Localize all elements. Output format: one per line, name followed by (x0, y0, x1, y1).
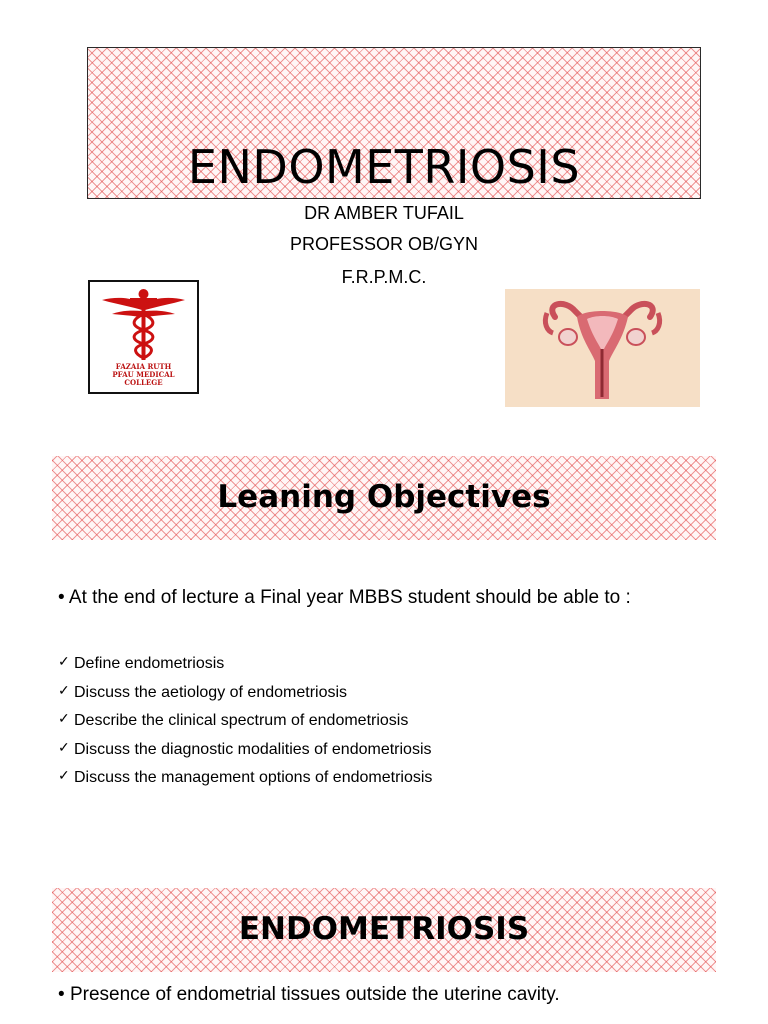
check-icon: ✓ (58, 653, 70, 669)
uterus-icon (505, 289, 700, 407)
logo-caption: FAZAIA RUTH PFAU MEDICAL COLLEGE (112, 362, 175, 387)
list-item: ✓ Discuss the management options of endometriosis (58, 763, 432, 792)
caduceus-icon (90, 284, 197, 364)
objectives-intro: • At the end of lecture a Final year MBBS student should be able to : (58, 587, 631, 608)
list-item: ✓ Define endometriosis (58, 649, 432, 678)
presenter-position: PROFESSOR OB/GYN (289, 234, 479, 254)
presenter-qualification: F.R.P.M.C. (341, 267, 427, 287)
objectives-banner (52, 456, 716, 540)
list-item: ✓ Describe the clinical spectrum of endometriosis (58, 706, 432, 735)
presenter-name: DR AMBER TUFAIL (304, 203, 464, 223)
uterus-illustration (505, 289, 700, 407)
definition-banner (52, 888, 716, 972)
check-icon: ✓ (58, 681, 70, 698)
check-icon: ✓ (58, 767, 70, 783)
list-item: ✓ Discuss the diagnostic modalities of endometriosis (58, 735, 432, 764)
page-title: ENDOMETRIOSIS (187, 140, 581, 194)
objectives-list (58, 649, 432, 792)
college-logo (88, 280, 199, 394)
definition-heading: ENDOMETRIOSIS (238, 911, 530, 947)
check-icon: ✓ (58, 710, 70, 726)
check-icon: ✓ (58, 738, 70, 755)
definition-text: • Presence of endometrial tissues outside the uterine cavity. (58, 984, 560, 1005)
list-item: ✓ Discuss the aetiology of endometriosis (58, 678, 432, 707)
objectives-heading: Leaning Objectives (217, 479, 551, 515)
